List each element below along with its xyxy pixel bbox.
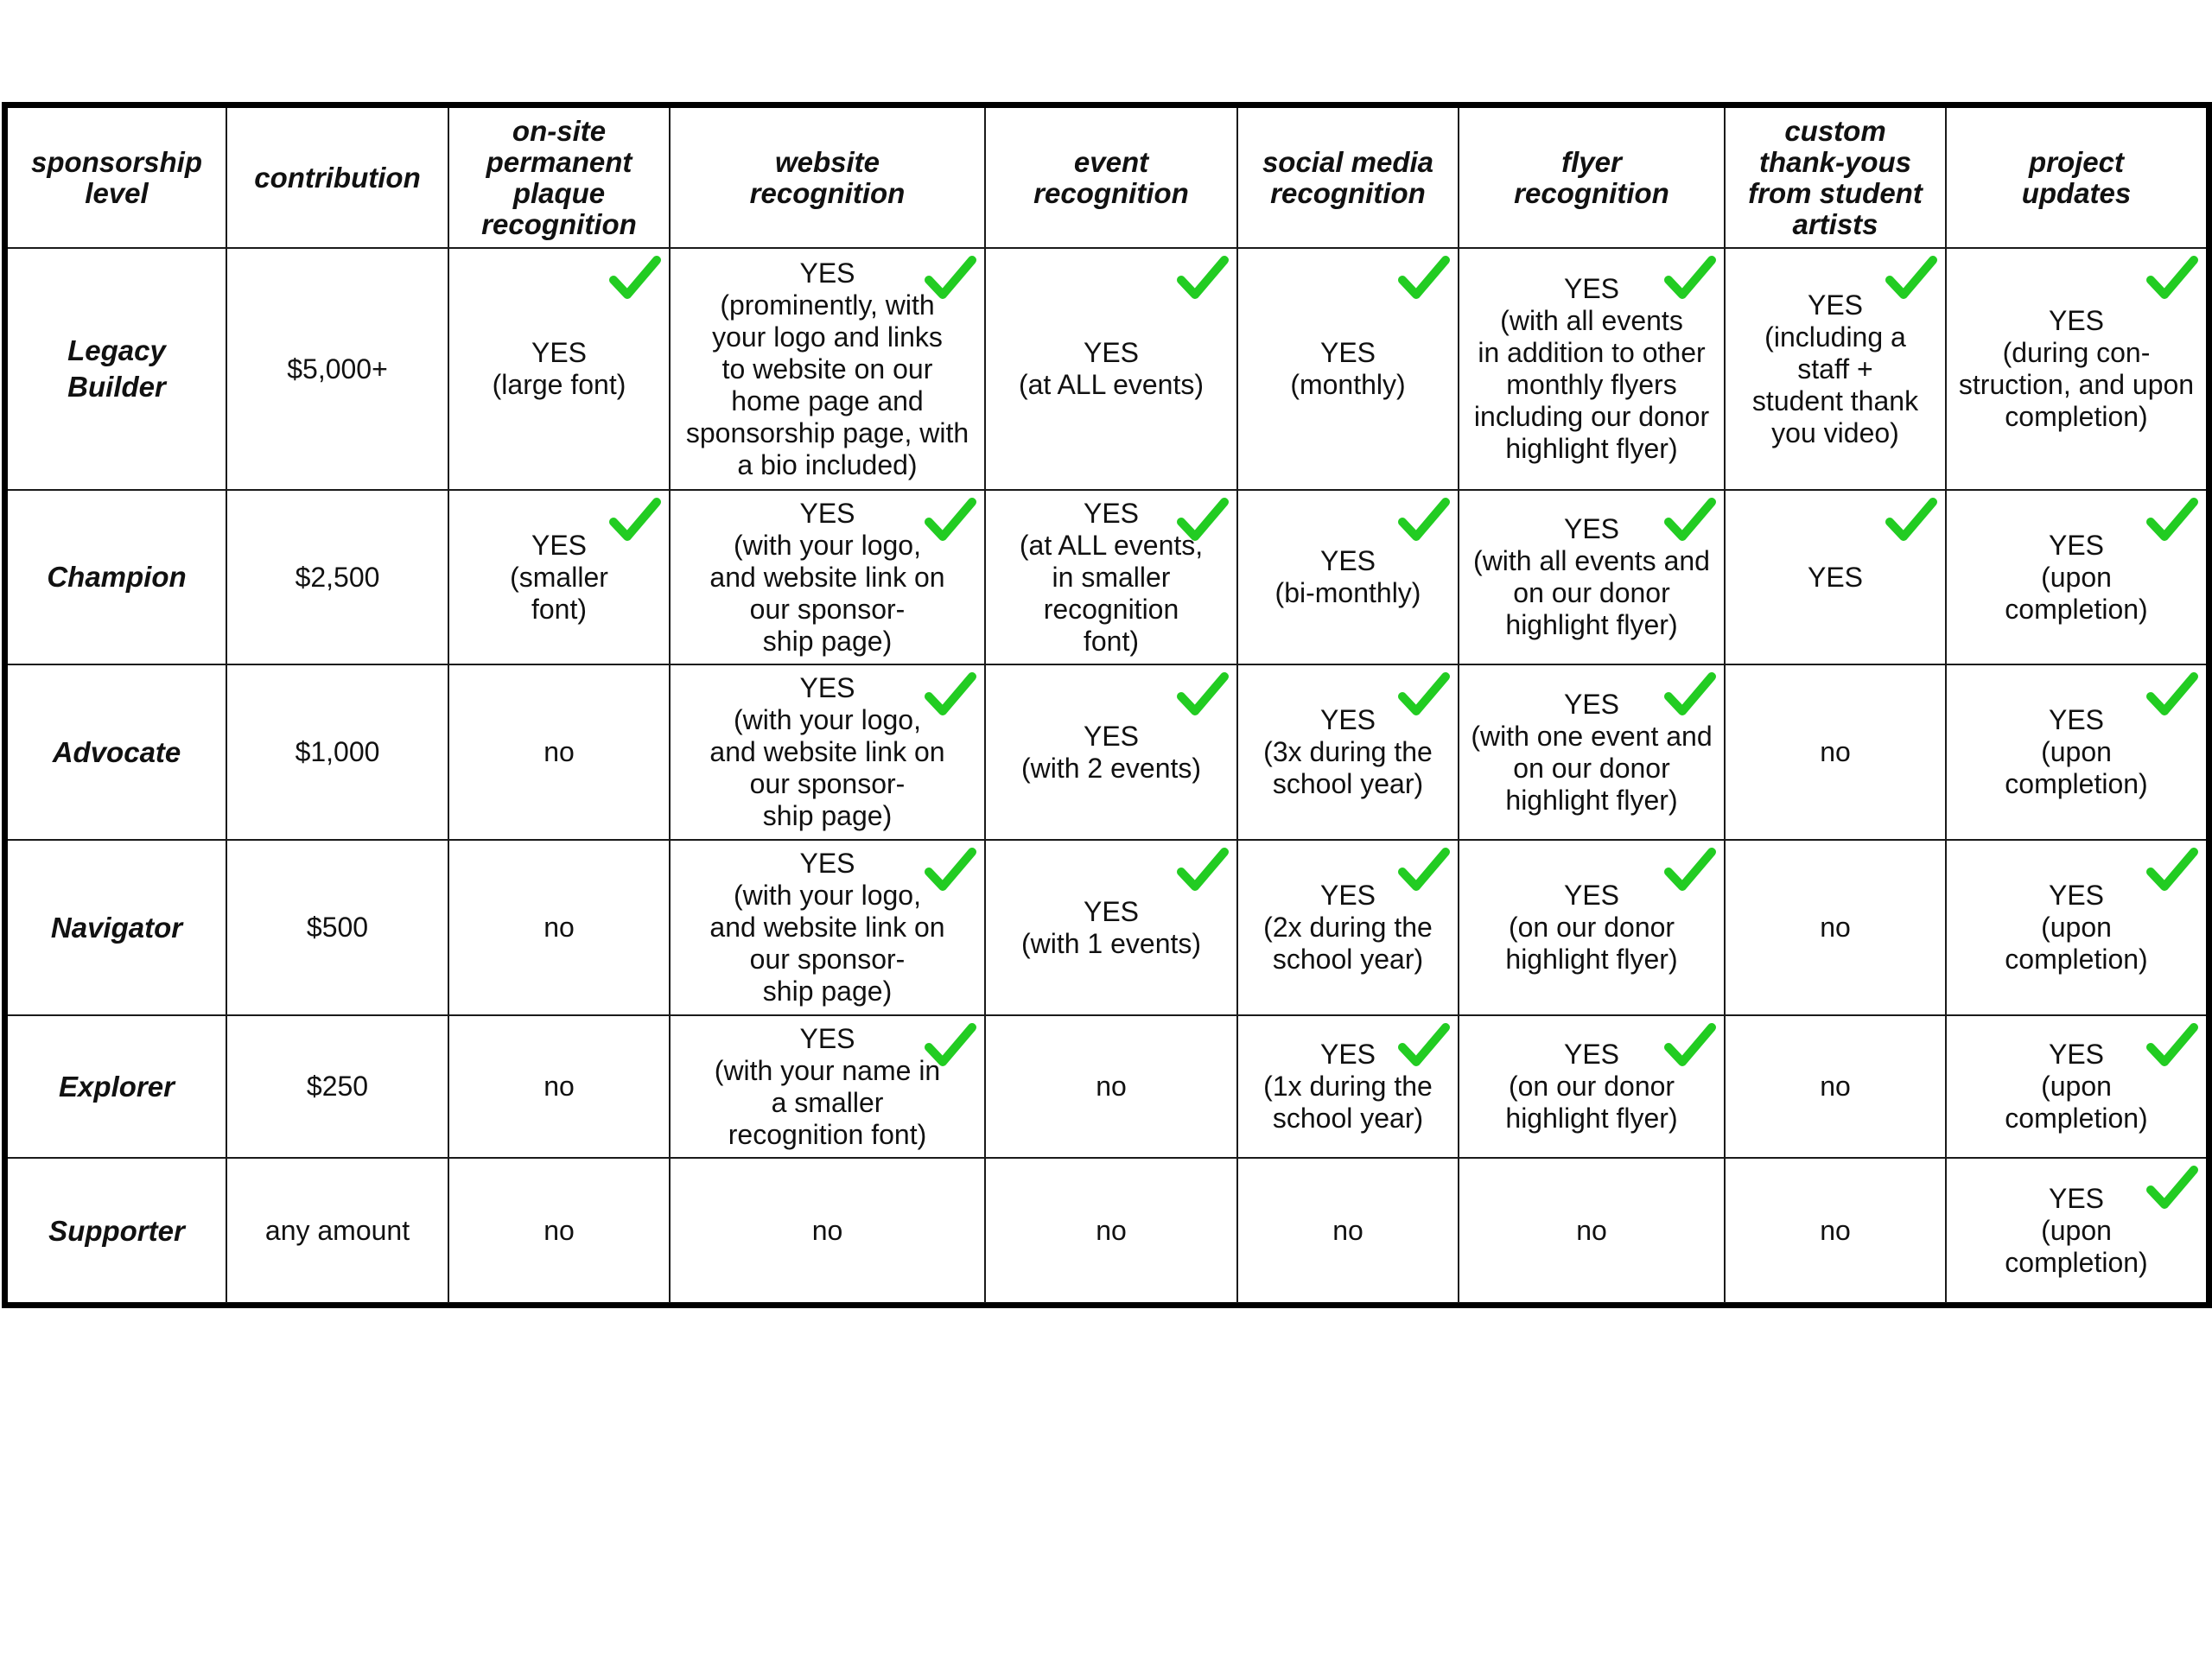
benefit-cell: no: [1725, 840, 1946, 1015]
sponsorship-level-cell: Champion: [8, 490, 226, 664]
check-mark-path: [1669, 502, 1712, 537]
sponsorship-level-cell: Navigator: [8, 840, 226, 1015]
benefit-cell: YES (with your logo, and website link on our sponsor- ship page): [670, 490, 985, 664]
check-mark-path: [1669, 260, 1712, 295]
benefit-cell: YES (with one event and on our donor highlight flyer): [1459, 664, 1725, 840]
benefit-cell: YES (with all events in addition to other monthly flyers including our donor highlight flyer): [1459, 248, 1725, 490]
check-icon: [1176, 846, 1230, 896]
sponsorship-table-container: [2, 102, 2212, 1308]
contribution-cell: $250: [226, 1015, 448, 1158]
benefit-cell: YES (with 2 events): [985, 664, 1237, 840]
sponsorship-level-cell: Supporter: [8, 1158, 226, 1303]
benefit-cell: YES (3x during the school year): [1237, 664, 1459, 840]
benefit-cell: no: [1725, 1158, 1946, 1303]
benefit-cell: YES (with your logo, and website link on our sponsor- ship page): [670, 664, 985, 840]
sponsorship-level-cell: Explorer: [8, 1015, 226, 1158]
check-mark-path: [929, 1027, 972, 1062]
check-mark-path: [1181, 852, 1224, 887]
header-contribution: contribution: [226, 108, 448, 248]
check-icon: [1663, 254, 1717, 304]
check-icon: [1885, 496, 1938, 546]
check-mark-path: [613, 502, 657, 537]
check-icon: [1663, 846, 1717, 896]
benefit-cell: no: [985, 1015, 1237, 1158]
check-icon: [924, 846, 977, 896]
check-icon: [1176, 671, 1230, 721]
benefit-cell: YES (large font): [448, 248, 670, 490]
check-icon: [2145, 496, 2199, 546]
contribution-cell: $500: [226, 840, 448, 1015]
check-mark-path: [1181, 502, 1224, 537]
header-event-recognition: event recognition: [985, 108, 1237, 248]
check-mark-path: [1890, 260, 1933, 295]
check-mark-path: [1669, 852, 1712, 887]
check-icon: [2145, 1164, 2199, 1214]
check-icon: [2145, 671, 2199, 721]
check-icon: [2145, 254, 2199, 304]
check-icon: [608, 496, 662, 546]
benefit-cell: YES (smaller font): [448, 490, 670, 664]
check-mark-path: [2151, 1170, 2194, 1205]
benefit-cell: YES (upon completion): [1946, 490, 2206, 664]
table-row-supporter: [8, 1158, 2206, 1303]
benefit-cell: YES (with all events and on our donor highlight flyer): [1459, 490, 1725, 664]
header-sponsorship-level: sponsorship level: [8, 108, 226, 248]
check-icon: [2145, 846, 2199, 896]
check-mark-path: [1402, 1027, 1446, 1062]
benefit-cell: YES (at ALL events, in smaller recognition font): [985, 490, 1237, 664]
check-mark-path: [2151, 502, 2194, 537]
benefit-cell: YES (2x during the school year): [1237, 840, 1459, 1015]
check-mark-path: [2151, 677, 2194, 711]
benefit-cell: YES (including a staff + student thank you video): [1725, 248, 1946, 490]
benefit-cell: no: [448, 840, 670, 1015]
benefit-cell: YES: [1725, 490, 1946, 664]
header-social-media-recognition: social media recognition: [1237, 108, 1459, 248]
table-row-explorer: [8, 1015, 2206, 1158]
check-icon: [1663, 671, 1717, 721]
check-mark-path: [929, 852, 972, 887]
check-icon: [1663, 1021, 1717, 1071]
benefit-cell: YES (bi-monthly): [1237, 490, 1459, 664]
check-mark-path: [1669, 677, 1712, 711]
header-row: [8, 108, 2206, 248]
table-row-champion: [8, 490, 2206, 664]
sponsorship-level-cell: Advocate: [8, 664, 226, 840]
check-mark-path: [613, 260, 657, 295]
table-row-navigator: [8, 840, 2206, 1015]
benefit-cell: no: [985, 1158, 1237, 1303]
sponsorship-level-cell: Legacy Builder: [8, 248, 226, 490]
check-icon: [924, 496, 977, 546]
contribution-cell: $5,000+: [226, 248, 448, 490]
benefit-cell: no: [1237, 1158, 1459, 1303]
benefit-cell: no: [670, 1158, 985, 1303]
benefit-cell: no: [448, 664, 670, 840]
benefit-cell: YES (on our donor highlight flyer): [1459, 1015, 1725, 1158]
check-icon: [1663, 496, 1717, 546]
contribution-cell: $2,500: [226, 490, 448, 664]
benefit-cell: YES (1x during the school year): [1237, 1015, 1459, 1158]
sponsorship-table: [8, 108, 2206, 1303]
check-icon: [924, 1021, 977, 1071]
check-mark-path: [1181, 677, 1224, 711]
check-icon: [1397, 671, 1451, 721]
benefit-cell: YES (prominently, with your logo and links to website on our home page and sponsorship page, with a bio included): [670, 248, 985, 490]
benefit-cell: no: [448, 1015, 670, 1158]
benefit-cell: YES (upon completion): [1946, 664, 2206, 840]
check-mark-path: [1402, 260, 1446, 295]
header-plaque-recognition: on-site permanent plaque recognition: [448, 108, 670, 248]
check-mark-path: [2151, 852, 2194, 887]
check-icon: [1176, 496, 1230, 546]
check-icon: [2145, 1021, 2199, 1071]
check-mark-path: [1181, 260, 1224, 295]
benefit-cell: YES (upon completion): [1946, 840, 2206, 1015]
benefit-cell: YES (monthly): [1237, 248, 1459, 490]
benefit-cell: no: [448, 1158, 670, 1303]
check-mark-path: [1890, 502, 1933, 537]
check-mark-path: [2151, 260, 2194, 295]
benefit-cell: YES (with your logo, and website link on our sponsor- ship page): [670, 840, 985, 1015]
benefit-cell: no: [1725, 664, 1946, 840]
contribution-cell: any amount: [226, 1158, 448, 1303]
contribution-cell: $1,000: [226, 664, 448, 840]
benefit-cell: no: [1459, 1158, 1725, 1303]
check-icon: [924, 254, 977, 304]
benefit-cell: YES (with your name in a smaller recognition font): [670, 1015, 985, 1158]
check-icon: [1397, 1021, 1451, 1071]
benefit-cell: no: [1725, 1015, 1946, 1158]
header-project-updates: project updates: [1946, 108, 2206, 248]
check-mark-path: [929, 260, 972, 295]
check-icon: [924, 671, 977, 721]
header-flyer-recognition: flyer recognition: [1459, 108, 1725, 248]
benefit-cell: YES (at ALL events): [985, 248, 1237, 490]
check-mark-path: [1402, 677, 1446, 711]
check-icon: [1397, 846, 1451, 896]
benefit-cell: YES (upon completion): [1946, 1158, 2206, 1303]
benefit-cell: YES (upon completion): [1946, 1015, 2206, 1158]
check-icon: [608, 254, 662, 304]
benefit-cell: YES (during con- struction, and upon completion): [1946, 248, 2206, 490]
header-custom-thank-yous: custom thank-yous from student artists: [1725, 108, 1946, 248]
check-icon: [1397, 254, 1451, 304]
check-mark-path: [2151, 1027, 2194, 1062]
header-website-recognition: website recognition: [670, 108, 985, 248]
check-icon: [1885, 254, 1938, 304]
check-mark-path: [1402, 502, 1446, 537]
check-mark-path: [1669, 1027, 1712, 1062]
table-row-advocate: [8, 664, 2206, 840]
benefit-cell: YES (on our donor highlight flyer): [1459, 840, 1725, 1015]
check-mark-path: [929, 677, 972, 711]
check-mark-path: [1402, 852, 1446, 887]
check-mark-path: [929, 502, 972, 537]
benefit-cell: YES (with 1 events): [985, 840, 1237, 1015]
check-icon: [1176, 254, 1230, 304]
table-row-legacy-builder: [8, 248, 2206, 490]
check-icon: [1397, 496, 1451, 546]
